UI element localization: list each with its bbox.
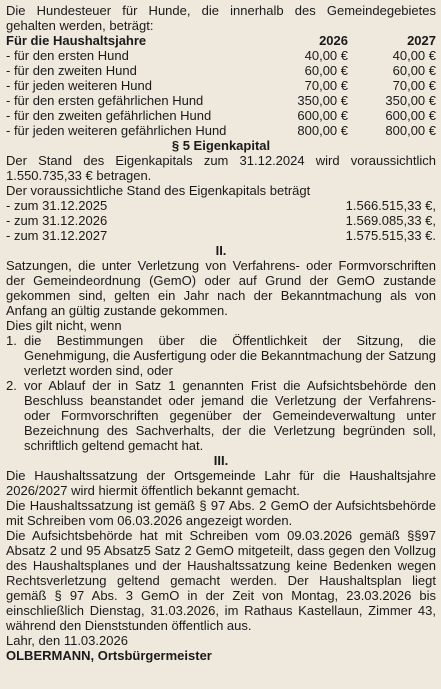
table-row — [6, 63, 436, 78]
equity-date: - zum 31.12.2025 — [6, 198, 108, 213]
row-label: - für den ersten Hund — [6, 48, 129, 63]
table-header-year-2: 2027 — [407, 33, 436, 48]
table-row — [6, 93, 436, 108]
row-label: - für den ersten gefährlichen Hund — [6, 93, 204, 108]
equity-amount: 1.569.085,33 €, — [345, 213, 436, 228]
row-value-2026: 350,00 € — [297, 93, 348, 108]
part-2-intro: Dies gilt nicht, wenn — [6, 318, 122, 333]
equity-date: - zum 31.12.2027 — [6, 228, 108, 243]
list-item-text: die Bestimmungen über die Öffentlichkeit der Sitzung, die Genehmigung, die Ausfertigung oder die Bekanntmachung der Satzung verletzt worden sind, oder — [24, 333, 436, 378]
section-5-heading: § 5 Eigenkapital — [171, 138, 271, 153]
table-row — [6, 78, 436, 93]
row-label: - für den zweiten gefährlichen Hund — [6, 108, 212, 123]
row-label: - für jeden weiteren gefährlichen Hund — [6, 123, 227, 138]
dog-tax-table — [6, 33, 436, 138]
row-value-2026: 70,00 € — [304, 78, 348, 93]
signature: OLBERMANN, Ortsbürgermeister — [6, 648, 212, 663]
equity-amount: 1.566.515,33 €, — [345, 198, 436, 213]
row-label: - für den zweiten Hund — [6, 63, 137, 78]
table-header-year-1: 2026 — [319, 33, 348, 48]
row-value-2027: 350,00 € — [385, 93, 436, 108]
part-2-heading: II. — [215, 243, 227, 258]
row-value-2026: 600,00 € — [297, 108, 348, 123]
place-date: Lahr, den 11.03.2026 — [6, 633, 128, 648]
equity-text-2: Der voraussichtliche Stand des Eigenkapitals beträgt — [6, 183, 311, 198]
list-item — [6, 333, 436, 378]
equity-date: - zum 31.12.2026 — [6, 213, 108, 228]
equity-amount: 1.575.515,33 €. — [345, 228, 436, 243]
row-value-2027: 800,00 € — [385, 123, 436, 138]
list-item-number: 2. — [6, 378, 17, 393]
list-item-text: vor Ablauf der in Satz 1 genannten Frist die Aufsichtsbehörde den Beschluss beanstandet oder jemand die Verletzung der Verfahrens- oder Formvorschriften gegenüber der Gemeindeverwaltung unter Bezeichnung des Sachverhalts, der die Verletzung begründen soll, schriftlich geltend gemacht hat. — [24, 378, 436, 453]
part-3-paragraph: Die Haushaltssatzung der Ortsgemeinde Lahr für die Haushaltsjahre 2026/2027 wird hiermit öffentlich bekannt gemacht. — [6, 468, 436, 498]
row-value-2026: 60,00 € — [304, 63, 348, 78]
equity-table — [6, 198, 436, 243]
exception-list — [6, 333, 436, 453]
row-label: - für jeden weiteren Hund — [6, 78, 152, 93]
intro-text: Die Hundesteuer für Hunde, die innerhalb des Gemeindegebietes gehalten werden, beträgt: — [6, 3, 436, 33]
table-row — [6, 48, 436, 63]
table-row — [6, 108, 436, 123]
row-value-2027: 60,00 € — [392, 63, 436, 78]
part-3-heading: III. — [213, 453, 229, 468]
row-value-2027: 40,00 € — [392, 48, 436, 63]
table-row — [6, 123, 436, 138]
table-row — [6, 198, 436, 213]
row-value-2026: 40,00 € — [304, 48, 348, 63]
equity-text-1: Der Stand des Eigenkapitals zum 31.12.2024 wird voraussichtlich 1.550.735,33 € betragen. — [6, 153, 436, 183]
list-item-number: 1. — [6, 333, 17, 348]
table-row — [6, 213, 436, 228]
row-value-2026: 800,00 € — [297, 123, 348, 138]
dog-tax-table-header — [6, 33, 436, 48]
part-3-paragraph: Die Aufsichtsbehörde hat mit Schreiben vom 09.03.2026 gemäß §§97 Absatz 2 und 95 Absatz5 Satz 2 GemO mitgeteilt, dass gegen den Vollzug des Haushaltsplanes und der Haushaltssatzung keine Bedenken wegen Rechtsverletzung geltend gemacht werden. Der Haushaltsplan liegt gemäß § 97 Abs. 3 GemO in der Zeit von Montag, 23.03.2026 bis einschließlich Dienstag, 31.03.2026, im Rathaus Kastellaun, Zimmer 43, während den Dienststunden öffentlich aus. — [6, 528, 436, 633]
row-value-2027: 600,00 € — [385, 108, 436, 123]
table-header-label: Für die Haushaltsjahre — [6, 33, 147, 48]
part-3-paragraph: Die Haushaltssatzung ist gemäß § 97 Abs. 2 GemO der Aufsichtsbehörde mit Schreiben vom 06.03.2026 angezeigt worden. — [6, 498, 436, 528]
list-item — [6, 378, 436, 453]
part-2-text: Satzungen, die unter Verletzung von Verfahrens- oder Formvorschriften der Gemeindeordnung (GemO) oder auf Grund der GemO zustande gekommen sind, gelten ein Jahr nach der Bekanntmachung als von Anfang an gültig zustande gekommen. — [6, 258, 436, 318]
row-value-2027: 70,00 € — [392, 78, 436, 93]
table-row — [6, 228, 436, 243]
